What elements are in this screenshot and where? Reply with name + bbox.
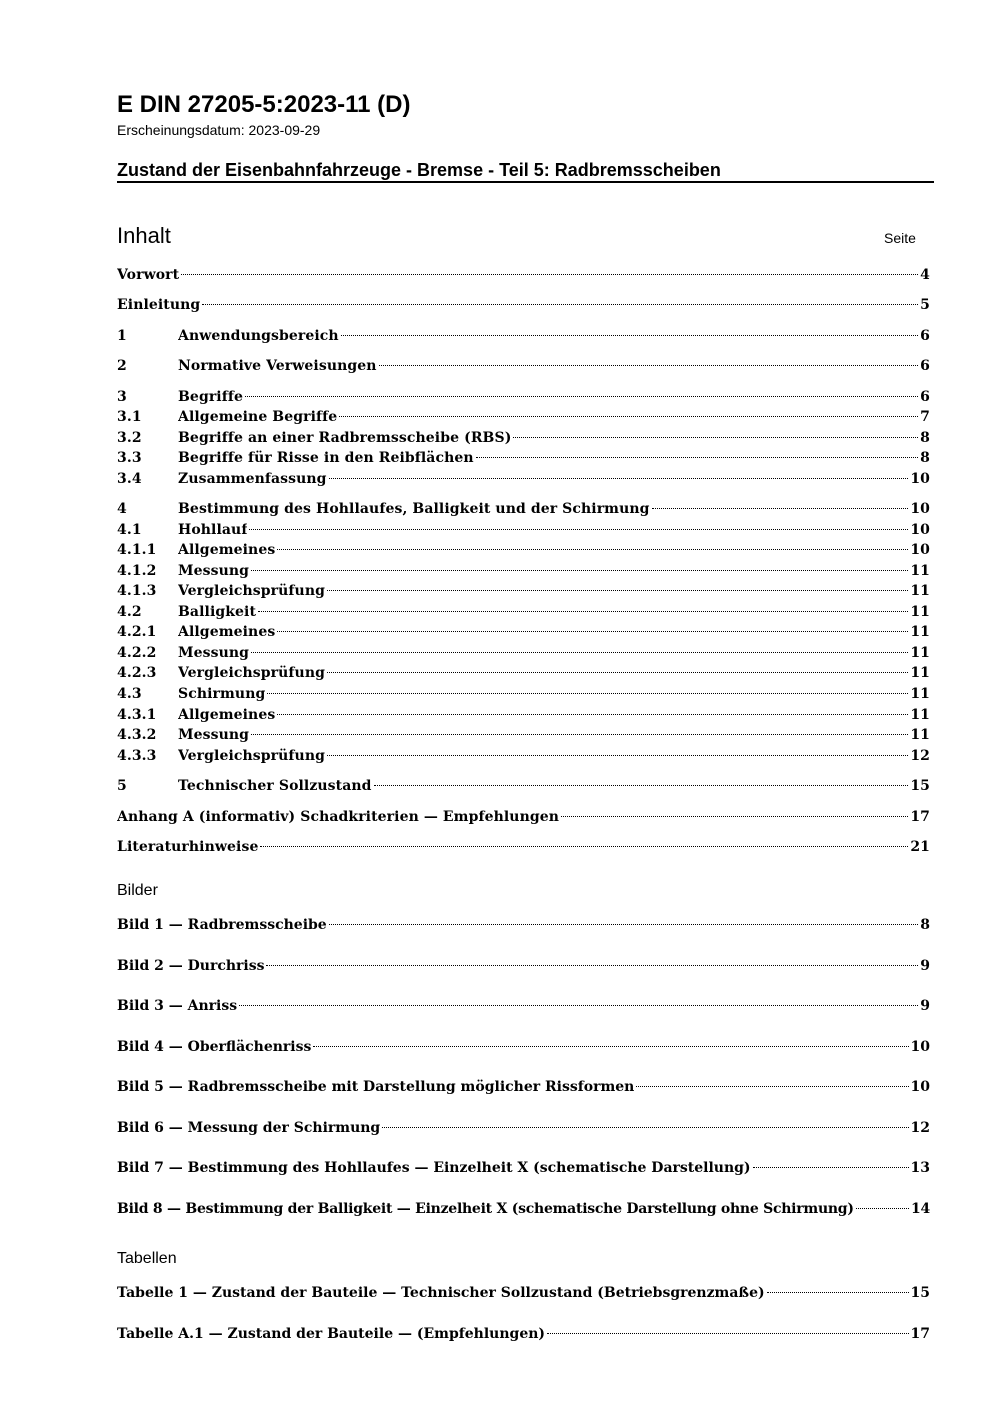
toc-entry-number: 2 [117,358,127,374]
toc-entry-page: 7 [920,409,930,425]
toc-entry-number: 4.3.2 [117,727,157,743]
figure-entry-page: 10 [910,1079,930,1095]
toc-entry-text: Literaturhinweise [117,839,259,855]
toc-entry-number: 4 [117,501,127,517]
leader-dots [313,1046,908,1047]
toc-entry-number: 4.1 [117,522,142,538]
figure-entry[interactable] [117,1077,930,1097]
toc-entry-text: Vorwort [117,267,180,283]
figure-entry-text: Bild 2 — Durchriss [117,958,265,974]
figure-entry-text: Bild 7 — Bestimmung des Hohllaufes — Einzelheit X (schematische Darstellung) [117,1160,751,1176]
toc-entry[interactable] [117,499,930,519]
toc-entry-page: 11 [910,645,930,661]
toc-entry-number: 1 [117,328,127,344]
leader-dots [379,365,919,366]
figure-entry[interactable] [117,1199,930,1219]
toc-entry-page: 11 [910,686,930,702]
figure-entry-page: 8 [920,917,930,933]
toc-heading: Inhalt [117,223,171,248]
toc-entry-number: 4.1.3 [117,583,157,599]
toc-entry[interactable] [117,540,930,560]
toc-entry[interactable] [117,407,930,427]
figure-entry-page: 10 [910,1039,930,1055]
figures-heading: Bilder [117,882,158,899]
toc-entry-number: 4.3.1 [117,707,157,723]
toc-entry-page: 10 [910,542,930,558]
figure-entry-text: Bild 5 — Radbremsscheibe mit Darstellung möglicher Rissformen [117,1079,635,1095]
toc-entry-text: Vergleichsprüfung [178,583,325,599]
tables-heading: Tabellen [117,1250,177,1267]
figure-entry-page: 13 [910,1160,930,1176]
toc-entry-text: Bestimmung des Hohllaufes, Balligkeit und der Schirmung [178,501,650,517]
toc-entry-number: 4.3.3 [117,748,157,764]
toc-entry-text: Messung [178,563,250,579]
toc-entry[interactable] [117,725,930,745]
toc-entry[interactable] [117,602,930,622]
toc-entry-number: 4.2.2 [117,645,157,661]
toc-entry-number: 3.4 [117,471,142,487]
leader-dots [251,652,908,653]
leader-dots [476,457,918,458]
toc-entry-text: Messung [178,727,250,743]
leader-dots [374,785,909,786]
toc-entry-text: Einleitung [117,297,201,313]
title-divider [117,181,934,183]
toc-entry-number: 3 [117,389,127,405]
toc-entry-number: 4.3 [117,686,142,702]
toc-entry[interactable] [117,807,930,827]
leader-dots [856,1208,909,1209]
figure-entry[interactable] [117,1118,930,1138]
leader-dots [652,508,909,509]
leader-dots [251,570,908,571]
leader-dots [249,529,908,530]
figure-entry-text: Bild 4 — Oberflächenriss [117,1039,312,1055]
toc-entry[interactable] [117,663,930,683]
leader-dots [267,693,908,694]
figure-entry-page: 9 [920,958,930,974]
toc-entry-page: 11 [910,624,930,640]
toc-entry-text: Zusammenfassung [178,471,327,487]
toc-entry-page: 8 [920,430,930,446]
toc-entry-text: Begriffe [178,389,243,405]
toc-entry-page: 6 [920,358,930,374]
toc-entry-page: 4 [920,267,930,283]
toc-entry-text: Balligkeit [178,604,257,620]
toc-entry-number: 5 [117,778,127,794]
toc-entry-page: 6 [920,389,930,405]
leader-dots [327,590,908,591]
figure-entry[interactable] [117,915,930,935]
toc-entry-page: 15 [910,778,930,794]
table-entry-text: Tabelle 1 — Zustand der Bauteile — Technischer Sollzustand (Betriebsgrenzmaße) [117,1285,765,1301]
figure-entry[interactable] [117,996,930,1016]
toc-entry-page: 10 [910,501,930,517]
toc-entry-text: Normative Verweisungen [178,358,377,374]
toc-entry[interactable] [117,561,930,581]
leader-dots [329,478,909,479]
leader-dots [547,1333,908,1334]
toc-entry-number: 3.3 [117,450,142,466]
toc-entry-text: Begriffe für Risse in den Reibflächen [178,450,474,466]
toc-entry[interactable] [117,295,930,315]
toc-entry-page: 11 [910,583,930,599]
toc-entry-number: 3.1 [117,409,142,425]
toc-entry-page: 5 [920,297,930,313]
toc-entry-text: Allgemeines [178,707,276,723]
figure-entry-text: Bild 3 — Anriss [117,998,238,1014]
toc-entry-page: 11 [910,604,930,620]
leader-dots [245,396,918,397]
toc-entry[interactable] [117,622,930,642]
toc-entry-text: Vergleichsprüfung [178,748,325,764]
toc-entry-text: Allgemeines [178,542,276,558]
table-entry-page: 17 [910,1326,930,1342]
document-title: Zustand der Eisenbahnfahrzeuge - Bremse - Teil 5: Radbremsscheiben [117,160,721,180]
toc-entry[interactable] [117,448,930,468]
figure-entry-text: Bild 8 — Bestimmung der Balligkeit — Einzelheit X (schematische Darstellung ohne Schirmung) [117,1201,854,1217]
leader-dots [382,1127,908,1128]
leader-dots [202,304,918,305]
toc-entry-page: 8 [920,450,930,466]
toc-entry[interactable] [117,705,930,725]
leader-dots [513,437,918,438]
toc-entry[interactable] [117,776,930,796]
toc-entry[interactable] [117,387,930,407]
toc-entry[interactable] [117,684,930,704]
toc-entry[interactable] [117,643,930,663]
toc-entry-page: 10 [910,522,930,538]
leader-dots [266,965,918,966]
leader-dots [339,416,918,417]
figure-entry[interactable] [117,1037,930,1057]
figure-entry[interactable] [117,956,930,976]
toc-entry-page: 11 [910,665,930,681]
leader-dots [260,846,908,847]
toc-entry-number: 4.2.3 [117,665,157,681]
toc-entry-text: Allgemeines [178,624,276,640]
toc-entry[interactable] [117,837,930,857]
leader-dots [636,1086,908,1087]
figure-entry-page: 14 [911,1201,930,1217]
toc-entry-text: Hohllauf [178,522,248,538]
toc-entry-page: 11 [910,563,930,579]
document-id: E DIN 27205-5:2023-11 (D) [117,91,411,118]
figure-entry[interactable] [117,1158,930,1178]
toc-entry[interactable] [117,428,930,448]
toc-entry-number: 3.2 [117,430,142,446]
toc-entry[interactable] [117,356,930,376]
toc-entry[interactable] [117,746,930,766]
figure-entry-page: 9 [920,998,930,1014]
leader-dots [277,714,908,715]
toc-entry[interactable] [117,520,930,540]
leader-dots [277,549,908,550]
toc-entry-page: 12 [910,748,930,764]
toc-entry[interactable] [117,469,930,489]
toc-entry-number: 4.2 [117,604,142,620]
leader-dots [181,274,918,275]
toc-entry-number: 4.1.1 [117,542,157,558]
table-entry-text: Tabelle A.1 — Zustand der Bauteile — (Empfehlungen) [117,1326,546,1342]
leader-dots [327,672,908,673]
toc-entry-text: Anwendungsbereich [178,328,339,344]
table-entry[interactable] [117,1283,930,1303]
toc-entry-number: 4.2.1 [117,624,157,640]
toc-page-column-label: Seite [884,230,916,246]
leader-dots [329,924,919,925]
toc-entry-page: 11 [910,727,930,743]
toc-entry-text: Allgemeine Begriffe [178,409,338,425]
toc-entry[interactable] [117,326,930,346]
toc-entry-text: Anhang A (informativ) Schadkriterien — Empfehlungen [117,809,560,825]
leader-dots [561,816,908,817]
toc-entry-text: Messung [178,645,250,661]
figure-entry-text: Bild 6 — Messung der Schirmung [117,1120,381,1136]
toc-entry-text: Vergleichsprüfung [178,665,325,681]
toc-entry-text: Technischer Sollzustand [178,778,372,794]
toc-entry-page: 17 [910,809,930,825]
leader-dots [767,1292,909,1293]
table-entry[interactable] [117,1324,930,1344]
toc-entry-page: 10 [910,471,930,487]
table-entry-page: 15 [910,1285,930,1301]
toc-entry[interactable] [117,265,930,285]
toc-entry-page: 6 [920,328,930,344]
leader-dots [341,335,918,336]
publication-date: Erscheinungsdatum: 2023-09-29 [117,122,321,138]
toc-entry[interactable] [117,581,930,601]
leader-dots [327,755,908,756]
figure-entry-text: Bild 1 — Radbremsscheibe [117,917,327,933]
toc-entry-text: Begriffe an einer Radbremsscheibe (RBS) [178,430,512,446]
leader-dots [258,611,908,612]
toc-entry-number: 4.1.2 [117,563,157,579]
toc-entry-page: 21 [910,839,930,855]
figure-entry-page: 12 [910,1120,930,1136]
leader-dots [753,1167,909,1168]
leader-dots [239,1005,918,1006]
leader-dots [277,631,908,632]
toc-entry-text: Schirmung [178,686,266,702]
toc-entry-page: 11 [910,707,930,723]
leader-dots [251,734,908,735]
